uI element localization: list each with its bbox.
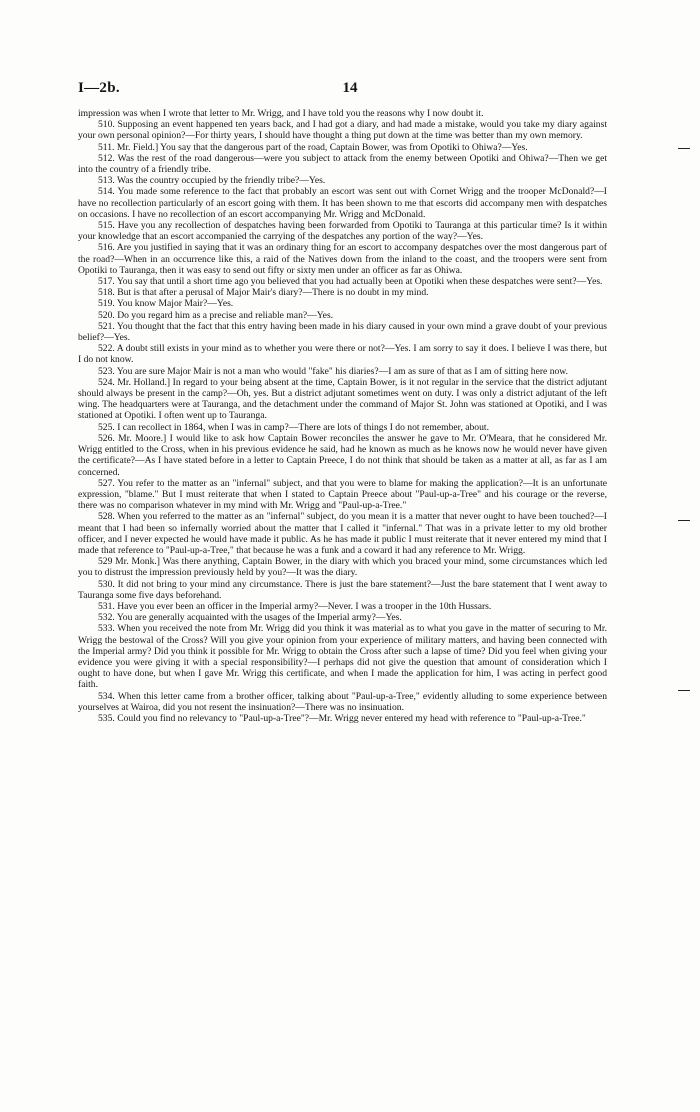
paragraph: 511. Mr. Field.] You say that the dangerous part of the road, Captain Bower, was from Opotiki to Ohiwa?—Yes. [98,141,528,153]
paragraph: 532. You are generally acquainted with the usages of the Imperial army?—Yes. [98,612,402,624]
paragraph: 512. Was the rest of the road dangerous—were you subject to attack from the enemy between Opotiki and Ohiwa?—Then we get into the country of a friendly tribe. [78,152,607,176]
paragraph: 516. Are you justified in saying that it was an ordinary thing for an escort to accompany despatches over the most dangerous part of the road?—When in an occurrence like this, a raid of the Natives down from the inland to the coast, and the troopers were sent from Opotiki to Tauranga, then it was easy to send out fifty or sixty men under an officer as far as Ohiwa. [78,242,607,276]
paragraph: 534. When this letter came from a brother officer, talking about "Paul-up-a-Tree," evidently alluding to some experience between yourselves at Wairoa, did you not resent the insinuation?—There was no insinuation. [78,690,607,713]
paragraph: 522. A doubt still exists in your mind as to whether you were there or not?—Yes. I am sorry to say it does. I believe I was there, but I do not know. [78,343,607,366]
paragraph: 523. You are sure Major Mair is not a man who would "fake" his diaries?—I am as sure of that as I am of sitting here now. [98,365,569,377]
paragraph: 524. Mr. Holland.] In regard to your being absent at the time, Captain Bower, is it not regular in the service that the district adjutant should always be present in the camp?—Oh, yes. But a district adjutant sometimes went on duty. I was only a district adjutant of the left wing. The headquarters were at Tauranga, and the detachment under the command of Major St. John was stationed at Opotiki, and I was stationed at Opotiki. I often went up to Tauranga. [78,376,607,422]
paragraph: 518. But is that after a perusal of Major Mair's diary?—There is no doubt in my mind. [98,287,429,299]
paragraph: 529 Mr. Monk.] Was there anything, Captain Bower, in the diary with which you braced your mind, some circumstances which led you to distrust the impression previously held by you?—It was the diary. [78,556,607,579]
paragraph: 528. When you referred to the matter as an "infernal" subject, do you mean it is a matter that never ought to have been touched?—I meant that I had been so infernally worried about the matter that I called it "infernal." That was in a private letter to my old brother officer, and I never expected he would have made it public. As he has made it public I must reiterate that it never entered my mind that I made that reference to "Paul-up-a-Tree," that because he was a funk and a coward it had any reference to Mr. Wrigg. [78,511,607,556]
body-text [78,108,607,724]
paragraph: 526. Mr. Moore.] I would like to ask how Captain Bower reconciles the answer he gave to Mr. O'Meara, that he considered Mr. Wrigg entitled to the Cross, when in his previous evidence he said, had he known as much as he knows now he would never have given the certificate?—As I have stated before in a letter to Captain Preece, I do not think that should be taken as a matter at all, as far as I am concerned. [78,432,607,478]
paragraph: 519. You know Major Mair?—Yes. [98,298,234,310]
paragraph: 510. Supposing an event happened ten years back, and I had got a diary, and had made a mistake, would you take my diary against your own personal opinion?—For thirty years, I should have thought a thing put down at the time was better than my own memory. [78,119,607,142]
margin-mark [678,520,690,521]
paragraph: 521. You thought that the fact that this entry having been made in his diary caused in your own mind a grave doubt of your previous belief?—Yes. [78,320,607,344]
margin-mark [678,690,690,691]
paragraph: 531. Have you ever been an officer in the Imperial army?—Never. I was a trooper in the 10th Hussars. [98,600,492,612]
page-header [78,80,622,100]
margin-mark [678,148,690,149]
paragraph: 535. Could you find no relevancy to "Paul-up-a-Tree"?—Mr. Wrigg never entered my head with reference to "Paul-up-a-Tree." [98,712,586,724]
paragraph: 527. You refer to the matter as an "infernal" subject, and that you were to blame for making the application?—It is an unfortunate expression, "blame." But I must reiterate that when I stated to Captain Preece about "Paul-up-a-Tree" and his courage or the reverse, there was no comparison whatever in my mind with Mr. Wrigg and "Paul-up-a-Tree." [78,477,607,512]
paragraph: 513. Was the country occupied by the friendly tribe?—Yes. [98,175,326,187]
paragraph: 533. When you received the note from Mr. Wrigg did you think it was material as to what you gave in the matter of securing to Mr. Wrigg the bestowal of the Cross? Will you give your opinion from your experience of military matters, and having been connected with the Imperial army? Did you think it possible for Mr. Wrigg to obtain the Cross after such a lapse of time? Did you feel when giving your evidence you were giving it with a special responsibility?—I perhaps did not give the question that amount of consideration which I ought to have done, but when I gave Mr. Wrigg this certificate, and when I made the application for him, I was acting in perfect good faith. [78,623,607,691]
document-reference: I—2b. [78,80,120,96]
paragraph: 530. It did not bring to your mind any circumstance. There is just the bare statement?—Just the bare statement that I went away to Tauranga some five days beforehand. [78,578,607,601]
paragraph: 520. Do you regard him as a precise and reliable man?—Yes. [98,309,334,321]
page-number: 14 [342,80,358,96]
paragraph: impression was when I wrote that letter to Mr. Wrigg, and I have told you the reasons why I now doubt it. [78,108,484,119]
paragraph: 525. I can recollect in 1864, when I was in camp?—There are lots of things I do not remember, about. [98,421,489,433]
paragraph: 515. Have you any recollection of despatches having been forwarded from Opotiki to Tauranga at this particular time? Is it within your knowledge that an escort accompanied the carrying of the despatches any portion of the way?—Yes. [78,220,607,243]
paragraph: 517. You say that until a short time ago you believed that you had actually been at Opotiki when these despatches were sent?—Yes. [98,276,603,288]
paragraph: 514. You made some reference to the fact that probably an escort was sent out with Cornet Wrigg and the trooper McDonald?—I have no recollection particularly of an escort going with them. It has been shown to me that escorts did accompany men with despatches on occasions. I have no recollection of an escort accompanying Mr. Wrigg and McDonald. [78,186,607,220]
